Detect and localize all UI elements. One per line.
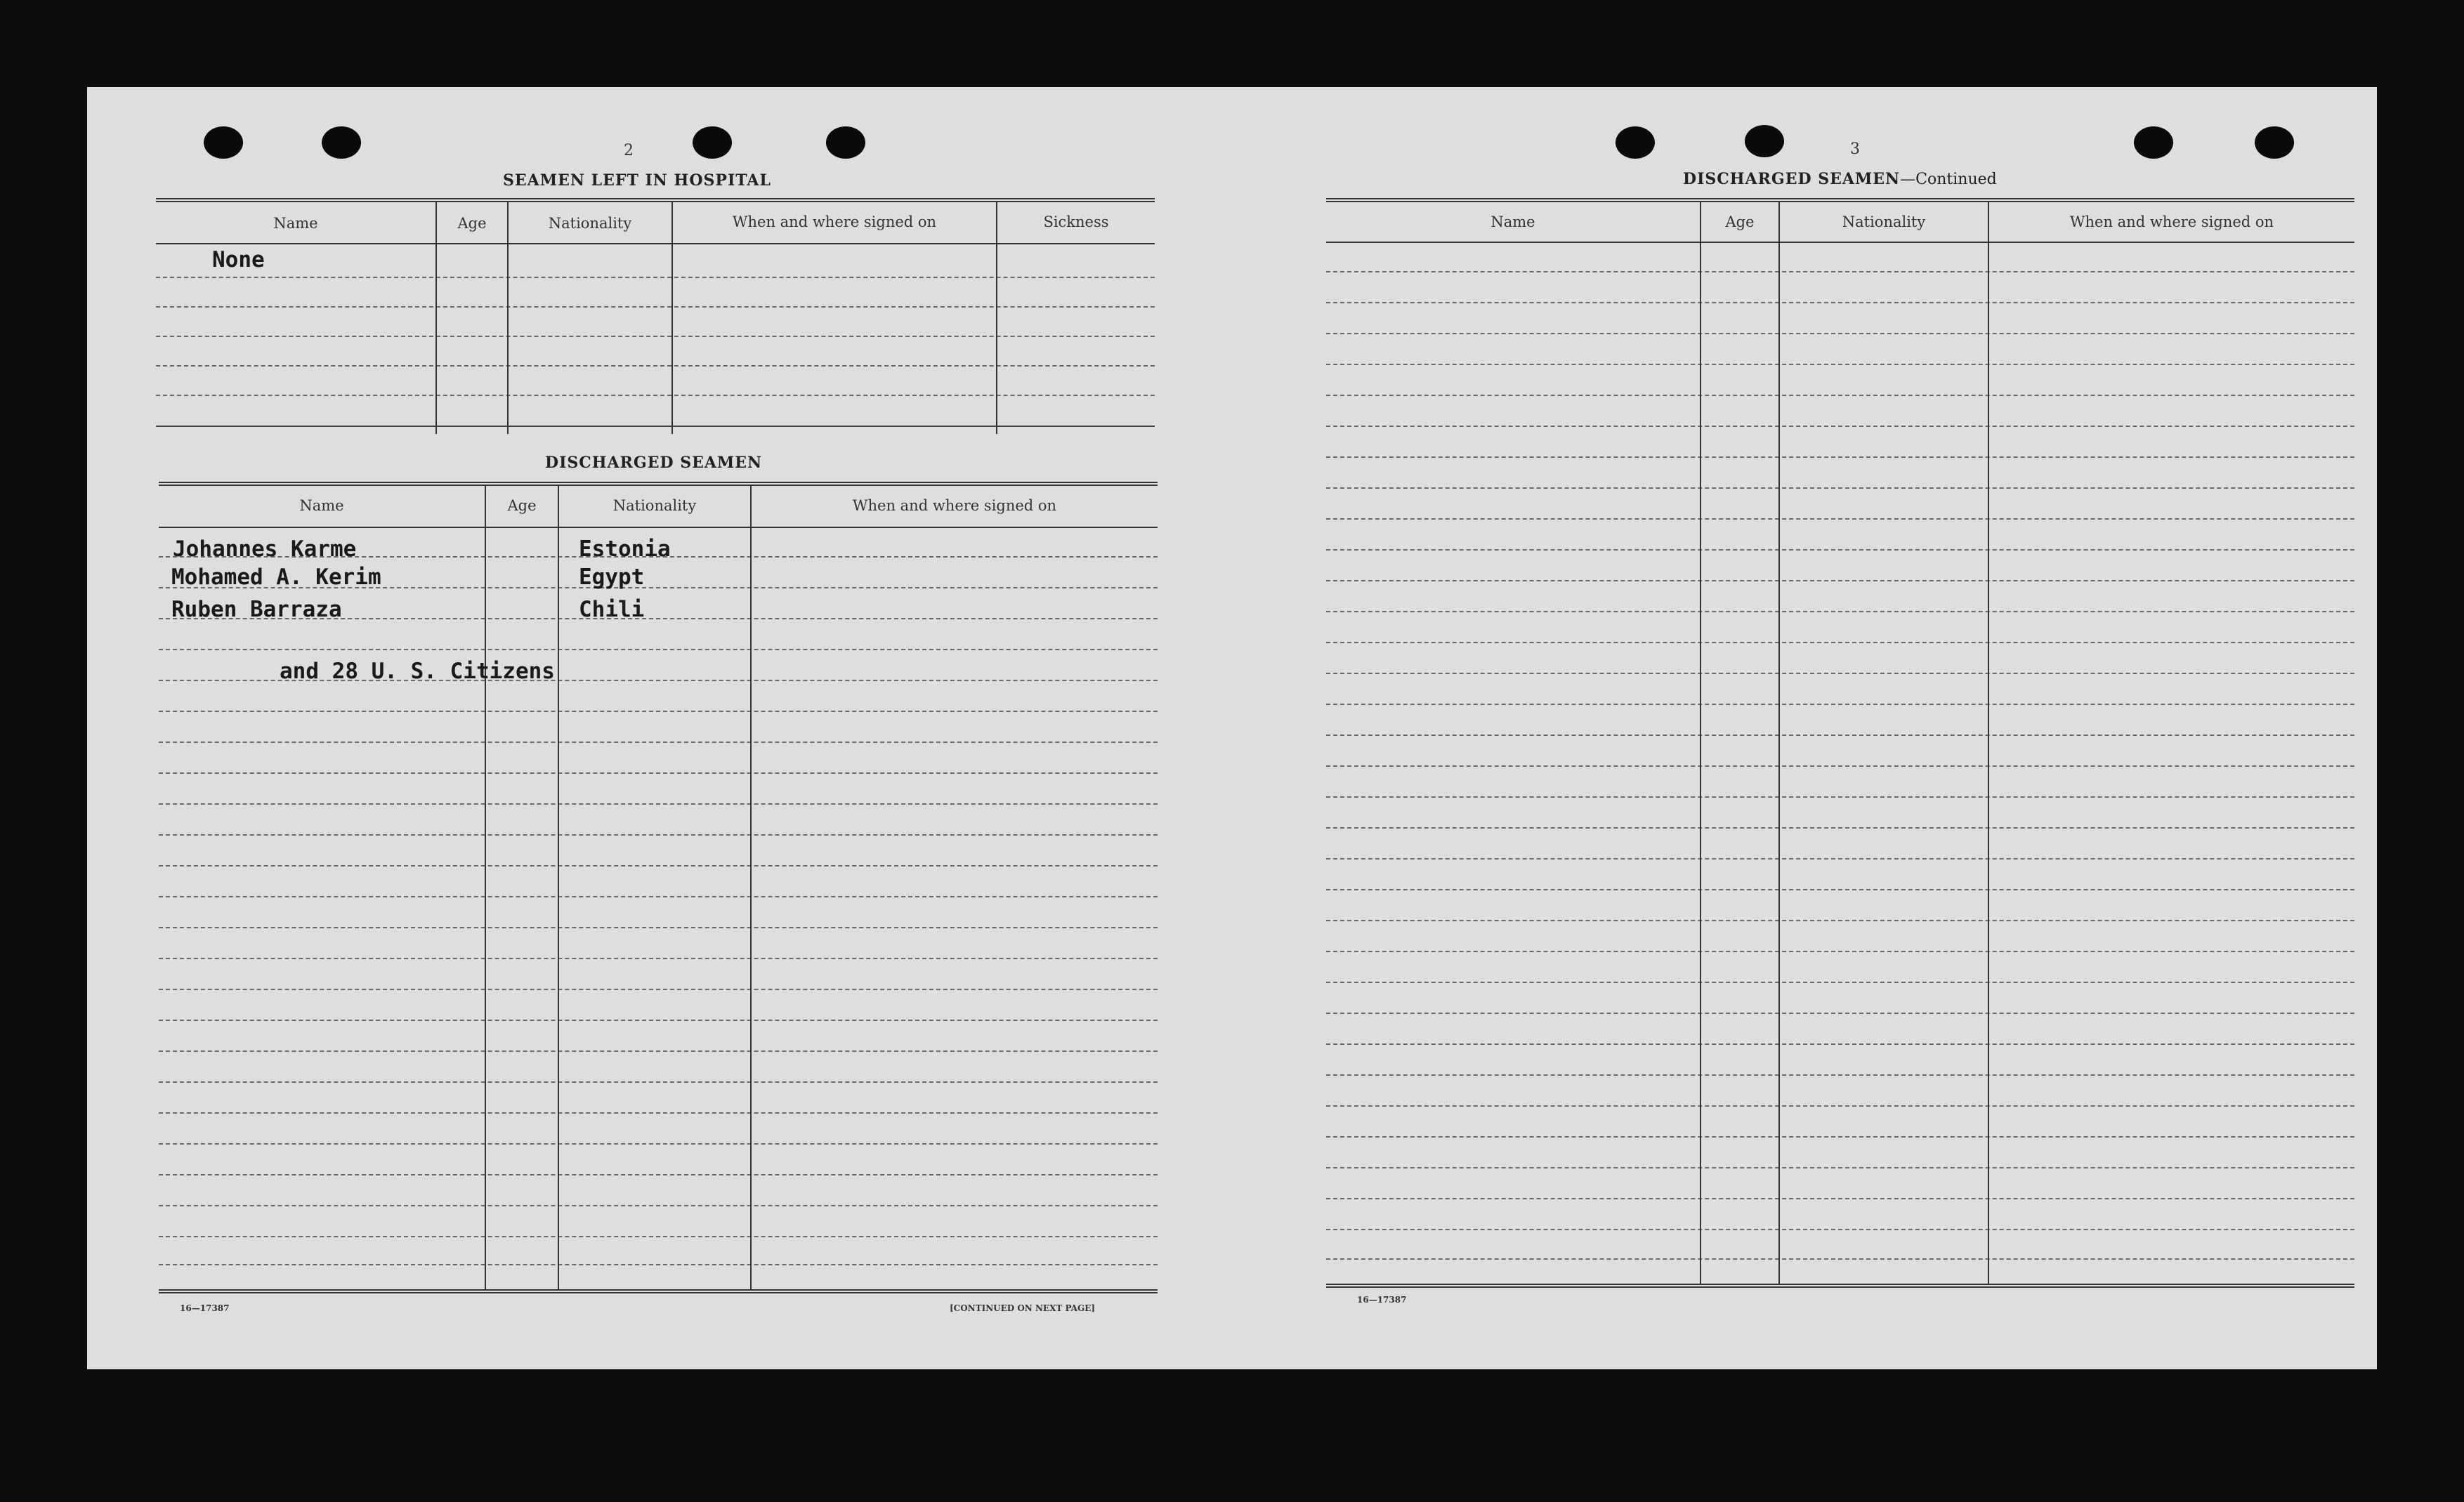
form-number: 16—17387 — [1357, 1295, 1407, 1305]
section-title-main: DISCHARGED SEAMEN — [1683, 170, 1901, 188]
punch-hole — [2255, 126, 2294, 159]
seaman-name: Ruben Barraza — [171, 597, 342, 622]
column-header: Age — [507, 497, 537, 514]
seaman-name: Mohamed A. Kerim — [171, 565, 381, 590]
column-header: Nationality — [548, 215, 632, 232]
page-number: 3 — [1850, 140, 1860, 158]
column-header: Name — [1490, 213, 1535, 230]
seaman-nationality: Egypt — [579, 565, 645, 590]
page-number: 2 — [624, 142, 634, 159]
continued-note: [CONTINUED ON NEXT PAGE] — [950, 1303, 1096, 1313]
punch-hole — [826, 126, 865, 159]
section-title — [1683, 170, 1997, 188]
section-title-suffix: —Continued — [1900, 171, 1997, 188]
column-header: When and where signed on — [2069, 213, 2274, 230]
column-header: Name — [299, 497, 344, 514]
column-header: Nationality — [612, 497, 697, 514]
document-sheet — [87, 87, 2377, 1369]
citizens-note: and 28 U. S. Citizens — [280, 659, 555, 684]
column-header: When and where signed on — [852, 497, 1057, 514]
punch-hole — [322, 126, 361, 159]
seaman-nationality: Estonia — [579, 536, 671, 562]
column-header: Age — [457, 215, 487, 232]
column-header: Name — [273, 215, 318, 232]
section-title: DISCHARGED SEAMEN — [545, 454, 763, 472]
discharged-continued-table — [1326, 198, 2354, 1293]
column-header: Sickness — [1043, 213, 1109, 230]
column-header: When and where signed on — [732, 213, 937, 230]
punch-hole — [2134, 126, 2173, 159]
punch-hole — [693, 126, 732, 159]
seaman-name: Johannes Karme — [173, 536, 357, 562]
hospital-table — [156, 198, 1155, 435]
punch-hole — [204, 126, 243, 159]
column-header: Nationality — [1842, 213, 1926, 230]
seaman-nationality: Chili — [579, 597, 645, 622]
punch-hole — [1745, 125, 1784, 157]
hospital-entry: None — [212, 247, 265, 272]
punch-hole — [1616, 126, 1655, 159]
column-header: Age — [1725, 213, 1755, 230]
form-number: 16—17387 — [180, 1303, 230, 1313]
section-title: SEAMEN LEFT IN HOSPITAL — [503, 171, 771, 190]
